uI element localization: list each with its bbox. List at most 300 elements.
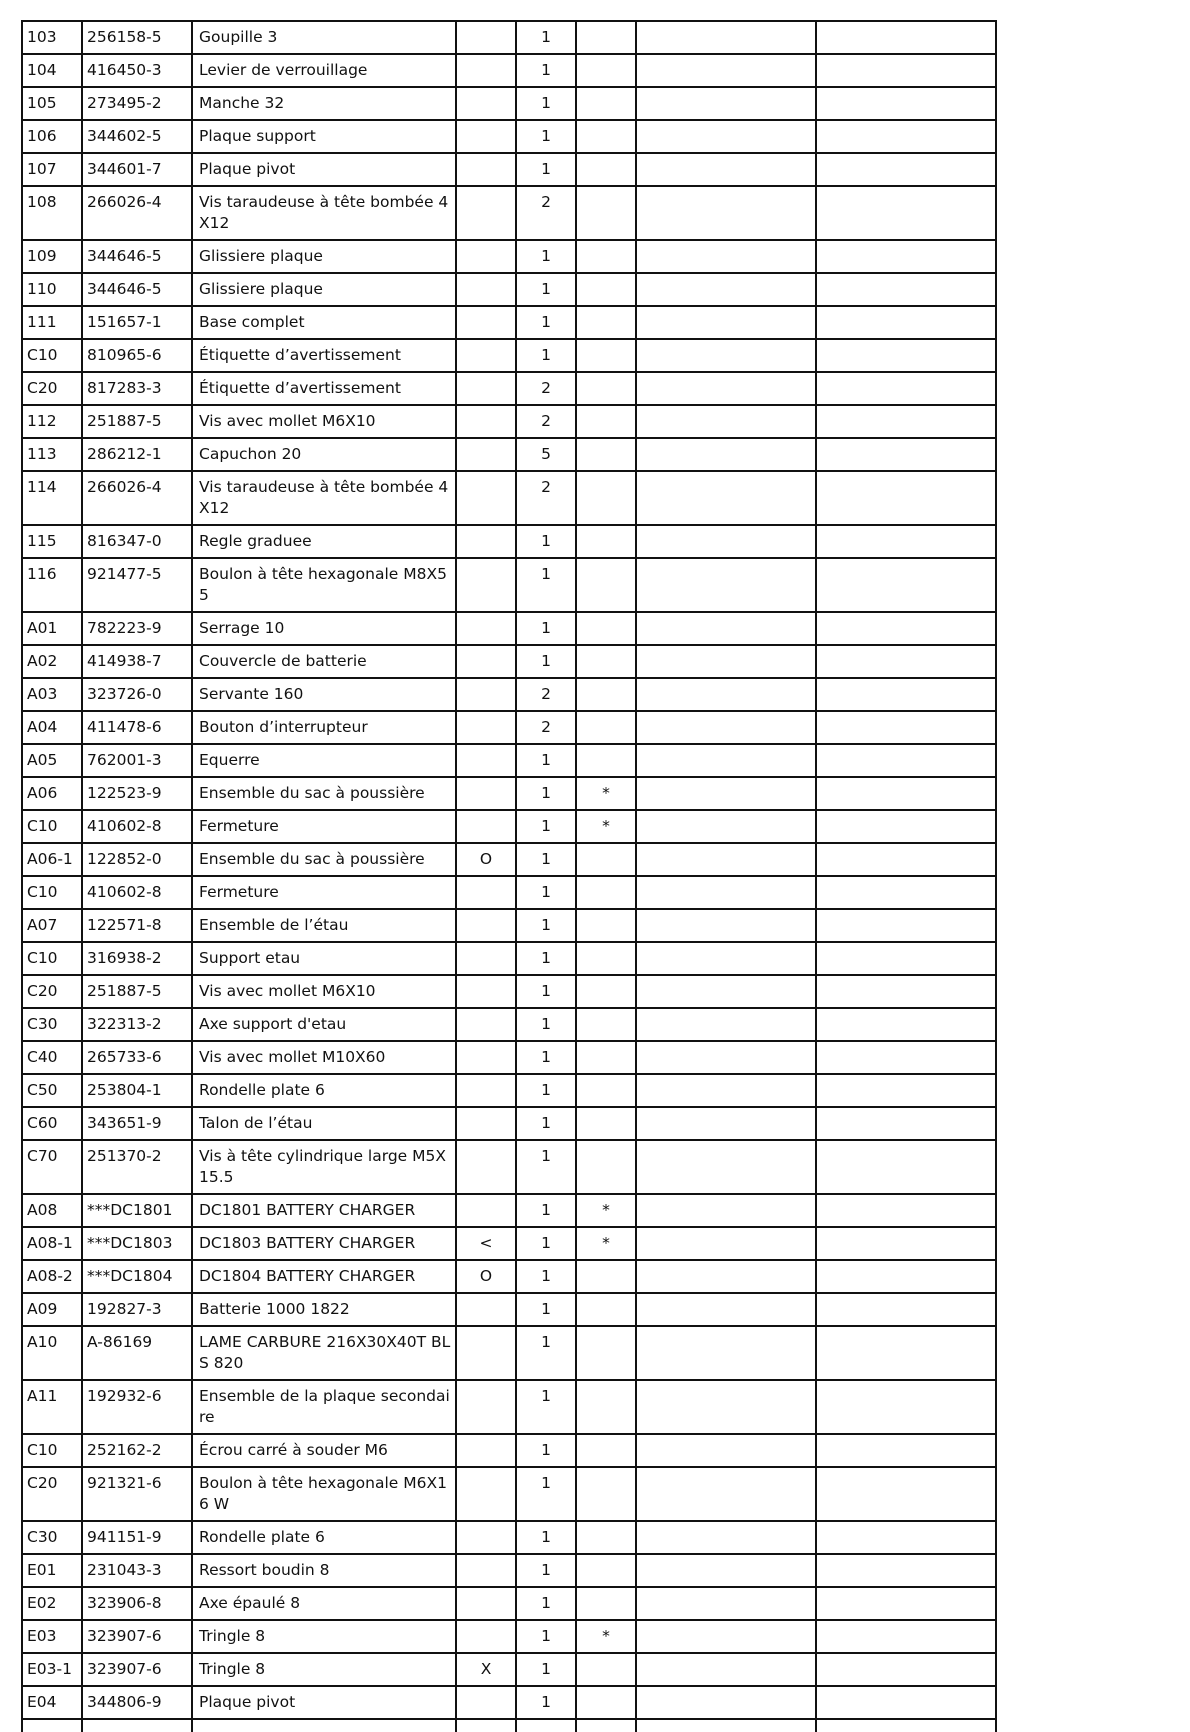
table-row: [22, 1380, 996, 1434]
blank-cell: [636, 678, 816, 711]
quantity-cell: 1: [516, 1194, 576, 1227]
item-number-cell: E01: [22, 1554, 82, 1587]
blank-cell: [816, 1260, 996, 1293]
item-number-cell: 115: [22, 525, 82, 558]
marker-cell: [456, 1521, 516, 1554]
table-row: [22, 744, 996, 777]
blank-cell: [636, 1554, 816, 1587]
blank-cell: [816, 843, 996, 876]
item-number-cell: 108: [22, 186, 82, 240]
marker-cell: X: [456, 1653, 516, 1686]
item-number-cell: C30: [22, 1521, 82, 1554]
table-row: [22, 942, 996, 975]
note-cell: [576, 21, 636, 54]
description-cell: Ressort boudin 8: [192, 1554, 456, 1587]
blank-cell: [636, 1140, 816, 1194]
part-number-cell: 323907-6: [82, 1653, 192, 1686]
description-cell: Ensemble de l’étau: [192, 909, 456, 942]
marker-cell: [456, 525, 516, 558]
blank-cell: [816, 1380, 996, 1434]
blank-cell: [636, 1227, 816, 1260]
marker-cell: [456, 1194, 516, 1227]
table-row: [22, 54, 996, 87]
note-cell: *: [576, 810, 636, 843]
blank-cell: [816, 1719, 996, 1732]
note-cell: [576, 558, 636, 612]
blank-cell: [816, 678, 996, 711]
description-cell: Manche 32: [192, 87, 456, 120]
item-number-cell: E03-1: [22, 1653, 82, 1686]
note-cell: [576, 1434, 636, 1467]
description-cell: Serrage 10: [192, 612, 456, 645]
table-row: [22, 1260, 996, 1293]
description-cell: Equerre: [192, 744, 456, 777]
quantity-cell: 1: [516, 1554, 576, 1587]
note-cell: [576, 372, 636, 405]
blank-cell: [816, 777, 996, 810]
quantity-cell: 1: [516, 273, 576, 306]
note-cell: [576, 1467, 636, 1521]
part-number-cell: 344806-9: [82, 1686, 192, 1719]
note-cell: [576, 678, 636, 711]
quantity-cell: 1: [516, 558, 576, 612]
description-cell: Vis taraudeuse à tête bombée 4X12: [192, 471, 456, 525]
item-number-cell: A02: [22, 645, 82, 678]
quantity-cell: 1: [516, 810, 576, 843]
marker-cell: [456, 909, 516, 942]
table-row: [22, 810, 996, 843]
part-number-cell: 251887-5: [82, 405, 192, 438]
blank-cell: [816, 1293, 996, 1326]
note-cell: [576, 153, 636, 186]
note-cell: [576, 87, 636, 120]
marker-cell: [456, 975, 516, 1008]
note-cell: *: [576, 1194, 636, 1227]
quantity-cell: 1: [516, 1587, 576, 1620]
description-cell: Talon de l’étau: [192, 1107, 456, 1140]
quantity-cell: 1: [516, 942, 576, 975]
blank-cell: [636, 1686, 816, 1719]
quantity-cell: 1: [516, 1041, 576, 1074]
blank-cell: [636, 711, 816, 744]
description-cell: Goupille 3: [192, 21, 456, 54]
description-cell: Vis avec mollet M10X60: [192, 1041, 456, 1074]
item-number-cell: C40: [22, 1041, 82, 1074]
blank-cell: [816, 1653, 996, 1686]
marker-cell: [456, 120, 516, 153]
quantity-cell: 2: [516, 711, 576, 744]
blank-cell: [636, 558, 816, 612]
marker-cell: [456, 1008, 516, 1041]
blank-cell: [636, 471, 816, 525]
blank-cell: [22, 1719, 82, 1732]
marker-cell: [456, 744, 516, 777]
description-cell: Levier de verrouillage: [192, 54, 456, 87]
description-cell: Vis à tête cylindrique large M5X15.5: [192, 1140, 456, 1194]
table-row: [22, 711, 996, 744]
quantity-cell: 1: [516, 525, 576, 558]
item-number-cell: A08-2: [22, 1260, 82, 1293]
note-cell: [576, 405, 636, 438]
blank-cell: [816, 876, 996, 909]
blank-cell: [816, 1521, 996, 1554]
quantity-cell: 1: [516, 1653, 576, 1686]
note-cell: [576, 525, 636, 558]
part-number-cell: 323726-0: [82, 678, 192, 711]
marker-cell: [456, 1434, 516, 1467]
part-number-cell: A-86169: [82, 1326, 192, 1380]
marker-cell: O: [456, 843, 516, 876]
description-cell: Capuchon 20: [192, 438, 456, 471]
part-number-cell: 151657-1: [82, 306, 192, 339]
note-cell: [576, 1587, 636, 1620]
item-number-cell: C50: [22, 1074, 82, 1107]
quantity-cell: 1: [516, 1380, 576, 1434]
marker-cell: [456, 1107, 516, 1140]
item-number-cell: C20: [22, 372, 82, 405]
marker-cell: [456, 612, 516, 645]
blank-cell: [456, 1719, 516, 1732]
note-cell: *: [576, 1227, 636, 1260]
description-cell: DC1803 BATTERY CHARGER: [192, 1227, 456, 1260]
note-cell: [576, 1554, 636, 1587]
part-number-cell: 252162-2: [82, 1434, 192, 1467]
part-number-cell: 273495-2: [82, 87, 192, 120]
description-cell: Fermeture: [192, 810, 456, 843]
marker-cell: [456, 777, 516, 810]
quantity-cell: 1: [516, 1326, 576, 1380]
marker-cell: [456, 810, 516, 843]
blank-cell: [816, 525, 996, 558]
note-cell: [576, 1074, 636, 1107]
blank-cell: [636, 942, 816, 975]
description-cell: Ensemble du sac à poussière: [192, 843, 456, 876]
part-number-cell: 921321-6: [82, 1467, 192, 1521]
quantity-cell: 2: [516, 678, 576, 711]
part-number-cell: 192827-3: [82, 1293, 192, 1326]
blank-cell: [816, 909, 996, 942]
description-cell: Axe support d'etau: [192, 1008, 456, 1041]
blank-cell: [516, 1719, 576, 1732]
description-cell: Boulon à tête hexagonale M6X16 W: [192, 1467, 456, 1521]
marker-cell: [456, 1041, 516, 1074]
quantity-cell: 1: [516, 1686, 576, 1719]
item-number-cell: C10: [22, 942, 82, 975]
part-number-cell: 410602-8: [82, 810, 192, 843]
blank-cell: [816, 54, 996, 87]
marker-cell: [456, 1620, 516, 1653]
item-number-cell: A08: [22, 1194, 82, 1227]
table-row: [22, 471, 996, 525]
blank-cell: [192, 1719, 456, 1732]
description-cell: Regle graduee: [192, 525, 456, 558]
table-row: [22, 678, 996, 711]
blank-cell: [636, 1293, 816, 1326]
description-cell: Vis avec mollet M6X10: [192, 975, 456, 1008]
table-row: [22, 87, 996, 120]
marker-cell: [456, 1293, 516, 1326]
description-cell: Étiquette d’avertissement: [192, 372, 456, 405]
blank-cell: [636, 1041, 816, 1074]
table-row: [22, 405, 996, 438]
blank-cell: [816, 339, 996, 372]
note-cell: [576, 744, 636, 777]
blank-cell: [816, 273, 996, 306]
table-row: [22, 1041, 996, 1074]
description-cell: Glissiere plaque: [192, 240, 456, 273]
marker-cell: [456, 339, 516, 372]
table-row: [22, 525, 996, 558]
blank-cell: [636, 744, 816, 777]
item-number-cell: A04: [22, 711, 82, 744]
note-cell: *: [576, 777, 636, 810]
marker-cell: [456, 186, 516, 240]
item-number-cell: 103: [22, 21, 82, 54]
blank-cell: [82, 1719, 192, 1732]
marker-cell: [456, 942, 516, 975]
item-number-cell: C10: [22, 876, 82, 909]
part-number-cell: 256158-5: [82, 21, 192, 54]
part-number-cell: 817283-3: [82, 372, 192, 405]
note-cell: [576, 876, 636, 909]
part-number-cell: 416450-3: [82, 54, 192, 87]
marker-cell: [456, 1140, 516, 1194]
marker-cell: [456, 273, 516, 306]
blank-cell: [816, 186, 996, 240]
blank-cell: [636, 87, 816, 120]
item-number-cell: C10: [22, 810, 82, 843]
part-number-cell: 265733-6: [82, 1041, 192, 1074]
parts-table: [21, 20, 997, 1732]
description-cell: Écrou carré à souder M6: [192, 1434, 456, 1467]
table-row: [22, 339, 996, 372]
item-number-cell: 112: [22, 405, 82, 438]
blank-cell: [636, 306, 816, 339]
part-number-cell: 322313-2: [82, 1008, 192, 1041]
blank-cell: [576, 1719, 636, 1732]
marker-cell: [456, 1554, 516, 1587]
blank-cell: [636, 1434, 816, 1467]
blank-cell: [636, 120, 816, 153]
item-number-cell: E02: [22, 1587, 82, 1620]
marker-cell: [456, 471, 516, 525]
quantity-cell: 1: [516, 1140, 576, 1194]
blank-cell: [816, 153, 996, 186]
table-row: [22, 1293, 996, 1326]
blank-cell: [816, 1107, 996, 1140]
item-number-cell: A06-1: [22, 843, 82, 876]
quantity-cell: 1: [516, 876, 576, 909]
blank-cell: [816, 1326, 996, 1380]
table-row: [22, 1620, 996, 1653]
blank-cell: [636, 405, 816, 438]
part-number-cell: 316938-2: [82, 942, 192, 975]
blank-cell: [816, 1008, 996, 1041]
description-cell: Batterie 1000 1822: [192, 1293, 456, 1326]
note-cell: [576, 1107, 636, 1140]
quantity-cell: 1: [516, 240, 576, 273]
part-number-cell: 266026-4: [82, 186, 192, 240]
note-cell: [576, 438, 636, 471]
item-number-cell: A08-1: [22, 1227, 82, 1260]
item-number-cell: 114: [22, 471, 82, 525]
quantity-cell: 1: [516, 909, 576, 942]
quantity-cell: 1: [516, 1107, 576, 1140]
item-number-cell: 116: [22, 558, 82, 612]
table-row: [22, 876, 996, 909]
quantity-cell: 1: [516, 1293, 576, 1326]
description-cell: Glissiere plaque: [192, 273, 456, 306]
part-number-cell: 344646-5: [82, 273, 192, 306]
blank-cell: [816, 87, 996, 120]
note-cell: [576, 1008, 636, 1041]
blank-cell: [636, 1587, 816, 1620]
quantity-cell: 2: [516, 471, 576, 525]
table-row: [22, 306, 996, 339]
blank-cell: [816, 711, 996, 744]
blank-cell: [816, 1194, 996, 1227]
quantity-cell: 1: [516, 1434, 576, 1467]
marker-cell: [456, 372, 516, 405]
description-cell: LAME CARBURE 216X30X40T BLS 820: [192, 1326, 456, 1380]
marker-cell: <: [456, 1227, 516, 1260]
part-number-cell: 251887-5: [82, 975, 192, 1008]
quantity-cell: 2: [516, 405, 576, 438]
blank-cell: [636, 1074, 816, 1107]
quantity-cell: 2: [516, 372, 576, 405]
table-row: [22, 1467, 996, 1521]
quantity-cell: 1: [516, 339, 576, 372]
description-cell: Fermeture: [192, 876, 456, 909]
table-row: [22, 372, 996, 405]
quantity-cell: 2: [516, 186, 576, 240]
table-row: [22, 1140, 996, 1194]
table-row: [22, 21, 996, 54]
item-number-cell: C10: [22, 1434, 82, 1467]
description-cell: Rondelle plate 6: [192, 1074, 456, 1107]
note-cell: [576, 843, 636, 876]
table-row: [22, 153, 996, 186]
item-number-cell: A06: [22, 777, 82, 810]
item-number-cell: 111: [22, 306, 82, 339]
quantity-cell: 1: [516, 975, 576, 1008]
marker-cell: [456, 306, 516, 339]
blank-cell: [636, 777, 816, 810]
blank-cell: [816, 1467, 996, 1521]
blank-cell: [636, 1194, 816, 1227]
blank-cell: [816, 1140, 996, 1194]
marker-cell: [456, 87, 516, 120]
description-cell: Vis avec mollet M6X10: [192, 405, 456, 438]
quantity-cell: 1: [516, 1521, 576, 1554]
quantity-cell: 1: [516, 153, 576, 186]
table-row: [22, 1008, 996, 1041]
part-number-cell: 344646-5: [82, 240, 192, 273]
quantity-cell: 1: [516, 1227, 576, 1260]
marker-cell: [456, 54, 516, 87]
table-row: [22, 558, 996, 612]
quantity-cell: 1: [516, 87, 576, 120]
note-cell: *: [576, 1620, 636, 1653]
quantity-cell: 1: [516, 843, 576, 876]
blank-cell: [636, 1653, 816, 1686]
note-cell: [576, 1686, 636, 1719]
table-row: [22, 612, 996, 645]
blank-cell: [816, 438, 996, 471]
table-row: [22, 909, 996, 942]
item-number-cell: A10: [22, 1326, 82, 1380]
part-number-cell: 343651-9: [82, 1107, 192, 1140]
blank-cell: [816, 1587, 996, 1620]
marker-cell: [456, 153, 516, 186]
table-row: [22, 1227, 996, 1260]
part-number-cell: 782223-9: [82, 612, 192, 645]
blank-cell: [636, 21, 816, 54]
note-cell: [576, 1326, 636, 1380]
marker-cell: [456, 711, 516, 744]
marker-cell: [456, 1587, 516, 1620]
note-cell: [576, 909, 636, 942]
table-row: [22, 273, 996, 306]
blank-cell: [636, 1380, 816, 1434]
description-cell: Ensemble de la plaque secondaire: [192, 1380, 456, 1434]
blank-cell: [636, 339, 816, 372]
description-cell: Ensemble du sac à poussière: [192, 777, 456, 810]
table-row: [22, 1326, 996, 1380]
note-cell: [576, 612, 636, 645]
quantity-cell: 1: [516, 777, 576, 810]
blank-cell: [816, 372, 996, 405]
blank-cell: [636, 525, 816, 558]
description-cell: Tringle 8: [192, 1620, 456, 1653]
description-cell: Couvercle de batterie: [192, 645, 456, 678]
quantity-cell: 5: [516, 438, 576, 471]
part-number-cell: 816347-0: [82, 525, 192, 558]
marker-cell: [456, 1380, 516, 1434]
marker-cell: [456, 1074, 516, 1107]
part-number-cell: 414938-7: [82, 645, 192, 678]
item-number-cell: C60: [22, 1107, 82, 1140]
description-cell: Vis taraudeuse à tête bombée 4X12: [192, 186, 456, 240]
blank-cell: [816, 1074, 996, 1107]
blank-cell: [816, 645, 996, 678]
blank-cell: [816, 1620, 996, 1653]
blank-cell: [816, 405, 996, 438]
description-cell: Servante 160: [192, 678, 456, 711]
part-number-cell: 122523-9: [82, 777, 192, 810]
description-cell: DC1804 BATTERY CHARGER: [192, 1260, 456, 1293]
part-number-cell: 410602-8: [82, 876, 192, 909]
blank-cell: [816, 1434, 996, 1467]
note-cell: [576, 975, 636, 1008]
table-row: [22, 645, 996, 678]
quantity-cell: 1: [516, 1008, 576, 1041]
marker-cell: [456, 405, 516, 438]
part-number-cell: 411478-6: [82, 711, 192, 744]
part-number-cell: ***DC1803: [82, 1227, 192, 1260]
table-row: [22, 1074, 996, 1107]
item-number-cell: 110: [22, 273, 82, 306]
parts-list-sheet: [21, 20, 979, 1732]
quantity-cell: 1: [516, 1260, 576, 1293]
part-number-cell: 251370-2: [82, 1140, 192, 1194]
note-cell: [576, 1380, 636, 1434]
item-number-cell: C30: [22, 1008, 82, 1041]
blank-cell: [636, 153, 816, 186]
marker-cell: [456, 1686, 516, 1719]
part-number-cell: 810965-6: [82, 339, 192, 372]
note-cell: [576, 186, 636, 240]
